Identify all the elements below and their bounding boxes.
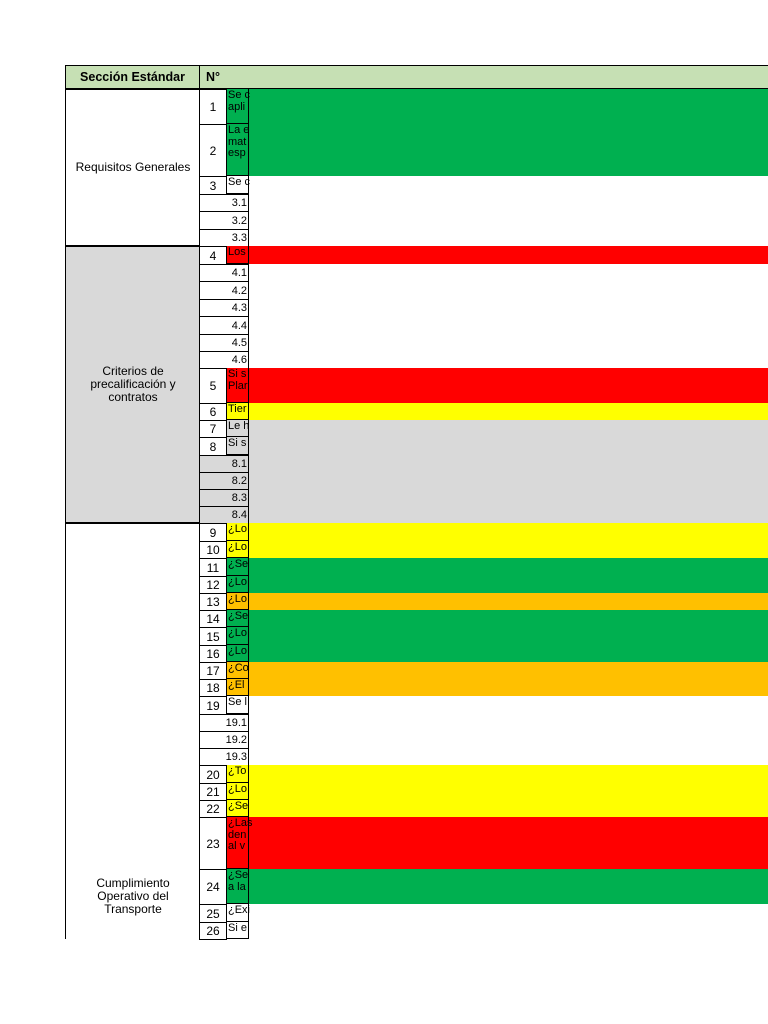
question-text-cell[interactable] xyxy=(227,368,249,403)
row-number: 9 xyxy=(209,525,217,540)
question-text-cell[interactable] xyxy=(227,576,249,593)
row-number: 19 xyxy=(206,698,220,713)
row-number-cell[interactable] xyxy=(199,904,227,923)
status-band xyxy=(227,765,768,783)
subitem-number: 4.5 xyxy=(231,337,247,349)
subitem-number: 3.1 xyxy=(231,197,247,209)
question-text-cell[interactable] xyxy=(227,627,249,645)
question-text: Tier xyxy=(228,403,247,415)
subitem-number: 4.3 xyxy=(231,302,247,314)
section-cell[interactable] xyxy=(65,523,200,939)
question-text: ¿Lo xyxy=(228,645,247,657)
subitem-number-cell[interactable] xyxy=(199,748,249,766)
row-number: 24 xyxy=(206,880,220,894)
section-name-line: Criterios de xyxy=(102,364,164,378)
question-text: Se c xyxy=(228,176,251,188)
status-band xyxy=(227,403,768,420)
row-number: 23 xyxy=(206,836,220,851)
section-name-line: contratos xyxy=(108,390,158,404)
question-text-cell[interactable] xyxy=(227,89,249,124)
section-name xyxy=(96,877,169,916)
row-number-cell[interactable] xyxy=(199,541,227,559)
question-text: ¿El xyxy=(228,679,245,691)
row-number-cell[interactable] xyxy=(199,593,227,611)
question-text: ¿Exi xyxy=(228,904,250,916)
row-number: 22 xyxy=(206,802,220,816)
row-number: 10 xyxy=(206,543,220,557)
question-text-cell[interactable] xyxy=(227,246,249,264)
header-number-cell[interactable] xyxy=(199,65,227,89)
question-text: ¿Lo xyxy=(228,576,247,588)
subitem-number: 3.3 xyxy=(231,232,247,244)
question-text: ¿Se xyxy=(228,800,249,812)
section-name xyxy=(90,365,175,404)
subitem-number-cell[interactable] xyxy=(199,489,249,507)
subitem-number-cell[interactable] xyxy=(199,299,249,317)
status-band xyxy=(227,472,768,489)
question-text: Se l xyxy=(228,696,247,708)
subitem-number-cell[interactable] xyxy=(199,316,249,335)
subitem-number-cell[interactable] xyxy=(199,334,249,352)
row-number: 3 xyxy=(209,178,217,193)
question-text: Se c apli xyxy=(228,89,251,113)
status-band xyxy=(227,246,768,264)
question-text: La e mat esp xyxy=(228,124,250,159)
status-band xyxy=(227,89,768,124)
row-number: 13 xyxy=(206,595,220,609)
row-number: 25 xyxy=(206,906,220,921)
section-name-line: Cumplimiento xyxy=(96,876,170,890)
status-band xyxy=(227,455,768,472)
question-text-cell[interactable] xyxy=(227,593,249,610)
subitem-number-cell[interactable] xyxy=(199,455,249,473)
row-number: 26 xyxy=(206,924,220,938)
section-name-line: precalificación y xyxy=(90,377,176,391)
question-text-cell[interactable] xyxy=(227,765,249,783)
question-text-cell[interactable] xyxy=(227,420,249,437)
question-text-cell[interactable] xyxy=(227,817,253,869)
question-text: Si e xyxy=(228,922,247,934)
status-band xyxy=(227,368,768,403)
section-name-line: Requisitos Generales xyxy=(75,160,191,174)
question-text-cell[interactable] xyxy=(227,558,249,576)
status-band xyxy=(227,800,768,817)
row-number: 4 xyxy=(209,248,217,263)
row-number: 15 xyxy=(206,629,220,644)
question-text: Si s Plar xyxy=(228,368,248,392)
subitem-number-cell[interactable] xyxy=(199,281,249,300)
question-text: ¿Se a la xyxy=(228,869,249,893)
status-band xyxy=(227,817,768,869)
row-number-cell[interactable] xyxy=(199,817,227,870)
row-number: 14 xyxy=(206,612,220,626)
question-text-cell[interactable] xyxy=(227,800,249,817)
row-number: 8 xyxy=(209,439,217,454)
question-text: ¿Co xyxy=(228,662,249,674)
status-band xyxy=(227,593,768,610)
question-text: Le h xyxy=(228,420,250,432)
status-band xyxy=(227,576,768,593)
question-text-cell[interactable] xyxy=(227,783,249,800)
question-text-cell[interactable] xyxy=(227,541,249,558)
row-number-cell[interactable] xyxy=(199,645,227,663)
subitem-number: 19.2 xyxy=(225,734,247,746)
header-number-label: N° xyxy=(205,70,221,84)
subitem-number-cell[interactable] xyxy=(199,264,249,282)
subitem-number: 8.4 xyxy=(231,509,247,521)
question-text-cell[interactable] xyxy=(227,922,249,939)
question-text-cell[interactable] xyxy=(227,904,249,922)
subitem-number-cell[interactable] xyxy=(199,731,249,749)
row-number-cell[interactable] xyxy=(199,800,227,818)
question-text-cell[interactable] xyxy=(227,645,249,662)
subitem-number-cell[interactable] xyxy=(199,229,249,247)
row-number-cell[interactable] xyxy=(199,576,227,594)
subitem-number-cell[interactable] xyxy=(199,472,249,490)
row-number-cell[interactable] xyxy=(199,696,227,715)
question-text-cell[interactable] xyxy=(227,662,249,679)
status-band xyxy=(227,558,768,576)
status-band xyxy=(227,541,768,558)
question-text: ¿Las den al v xyxy=(228,817,253,852)
subitem-number: 4.6 xyxy=(231,354,247,366)
row-number-cell[interactable] xyxy=(199,403,227,421)
row-number-cell[interactable] xyxy=(199,783,227,801)
row-number: 12 xyxy=(206,578,220,592)
row-number-cell[interactable] xyxy=(199,610,227,628)
subitem-number: 4.4 xyxy=(231,319,247,332)
row-number-cell[interactable] xyxy=(199,558,227,577)
row-number-cell[interactable] xyxy=(199,420,227,438)
row-number: 18 xyxy=(206,681,220,695)
status-band xyxy=(227,437,768,455)
row-number-cell[interactable] xyxy=(199,523,227,542)
subitem-number: 4.2 xyxy=(231,284,247,297)
question-text: Si s xyxy=(228,437,247,449)
question-text-cell[interactable] xyxy=(227,124,249,176)
row-number: 5 xyxy=(209,379,217,393)
status-band xyxy=(227,662,768,679)
subitem-number-cell[interactable] xyxy=(199,211,249,230)
question-text: ¿Lo xyxy=(228,541,247,553)
row-number: 1 xyxy=(209,100,217,114)
status-band xyxy=(227,420,768,437)
question-text: ¿Se xyxy=(228,558,249,570)
row-number-cell[interactable] xyxy=(199,869,227,905)
status-band xyxy=(227,783,768,800)
status-band xyxy=(227,869,768,904)
status-band xyxy=(227,124,768,176)
row-number-cell[interactable] xyxy=(199,662,227,680)
row-number-cell[interactable] xyxy=(199,437,227,456)
row-number: 7 xyxy=(209,422,217,436)
subitem-number-cell[interactable] xyxy=(199,351,249,369)
section-name-line: Operativo del xyxy=(97,889,169,903)
section-cell[interactable] xyxy=(65,246,200,523)
row-number-cell[interactable] xyxy=(199,679,227,697)
section-cell[interactable] xyxy=(65,89,200,246)
status-band xyxy=(227,645,768,662)
question-text-cell[interactable] xyxy=(227,176,249,194)
row-number: 17 xyxy=(206,664,220,678)
question-text-cell[interactable] xyxy=(227,610,249,627)
row-number-cell[interactable] xyxy=(199,176,227,195)
subitem-number: 19.3 xyxy=(225,751,247,763)
row-number: 21 xyxy=(206,785,220,799)
row-number-cell[interactable] xyxy=(199,765,227,784)
question-text-cell[interactable] xyxy=(227,869,249,904)
subitem-number: 4.1 xyxy=(231,267,247,279)
subitem-number: 19.1 xyxy=(225,717,247,729)
row-number-cell[interactable] xyxy=(199,922,227,940)
status-band xyxy=(227,679,768,696)
section-name-line: Transporte xyxy=(104,902,162,916)
section-name xyxy=(76,161,191,174)
row-number: 11 xyxy=(206,560,220,575)
question-text-cell[interactable] xyxy=(227,679,249,696)
question-text-cell[interactable] xyxy=(227,403,249,420)
subitem-number-cell[interactable] xyxy=(199,506,249,524)
question-text-cell[interactable] xyxy=(227,523,249,541)
status-band xyxy=(227,506,768,523)
question-text-cell[interactable] xyxy=(227,696,249,714)
question-text: ¿Lo xyxy=(228,593,247,605)
row-number-cell[interactable] xyxy=(199,246,227,265)
row-number: 20 xyxy=(206,767,220,782)
question-text: ¿Lo xyxy=(228,523,247,535)
header-question-cell[interactable] xyxy=(226,65,768,89)
header-section-label: Sección Estándar xyxy=(80,70,185,84)
status-band xyxy=(227,627,768,645)
row-number-cell[interactable] xyxy=(199,124,227,177)
row-number: 16 xyxy=(206,647,220,661)
question-text: ¿To xyxy=(228,765,247,777)
subitem-number: 3.2 xyxy=(231,214,247,227)
row-number-cell[interactable] xyxy=(199,627,227,646)
question-text: ¿Se xyxy=(228,610,249,622)
status-band xyxy=(227,489,768,506)
question-text: ¿Lo xyxy=(228,627,247,639)
subitem-number-cell[interactable] xyxy=(199,714,249,732)
question-text-cell[interactable] xyxy=(227,437,249,455)
question-text: Los xyxy=(228,246,246,258)
row-number-cell[interactable] xyxy=(199,89,227,125)
status-band xyxy=(227,610,768,627)
row-number: 6 xyxy=(209,405,217,419)
header-section-cell[interactable] xyxy=(65,65,200,89)
row-number: 2 xyxy=(209,143,217,158)
subitem-number: 8.3 xyxy=(231,492,247,504)
subitem-number-cell[interactable] xyxy=(199,194,249,212)
row-number-cell[interactable] xyxy=(199,368,227,404)
subitem-number: 8.1 xyxy=(231,458,247,470)
subitem-number: 8.2 xyxy=(231,475,247,487)
question-text: ¿Lo xyxy=(228,783,247,795)
status-band xyxy=(227,523,768,541)
